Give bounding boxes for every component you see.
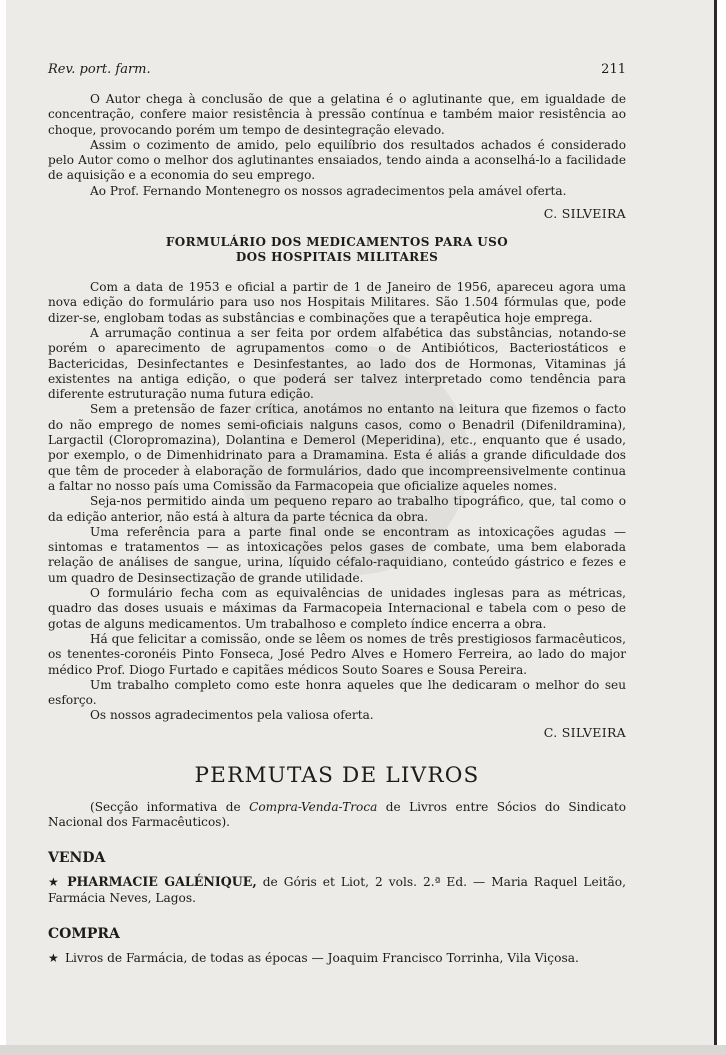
page-edge [0,1045,726,1055]
compra-heading: COMPRA [48,926,120,943]
section-title-line: DOS HOSPITAIS MILITARES [235,250,439,265]
signature: C. SILVEIRA [543,206,626,222]
page-number: 211 [601,62,626,77]
section-title-line: FORMULÁRIO DOS MEDICAMENTOS PARA USO [165,235,509,250]
item-text: de Góris et Liot, 2 vols. 2.ª Ed. — Maria Raquel Leitão, Farmácia Neves, Lagos. [48,875,626,906]
page-content [48,56,626,966]
paragraph: Seja-nos permitido ainda um pequeno reparo ao trabalho tipográfico, que, tal como o da edição anterior, não está à altura da parte técnica da obra. [48,494,626,524]
paragraph: Um trabalho completo como este honra aqueles que lhe dedicaram o melhor do seu esforço. [48,677,626,708]
item-title: PHARMACIE GALÉNIQUE, [67,874,257,890]
intro-text: (Secção informativa de [90,799,250,814]
paragraph: O formulário fecha com as equivalências de unidades inglesas para as métricas, quadro das doses usuais e máximas da Farmacopeia Internacional e tabela com o peso de gotas de alguns medicamentos. Um trabalhoso e completo índice encerra a obra. [48,586,626,631]
paragraph: A arrumação continua a ser feita por ordem alfabética das substâncias, notando-se porém o aparecimento de agrupamentos como o de Antibióticos, Bacteriostáticos e Bactericidas, Desinfectantes e Desinfestantes, ao lado dos de Hormonas, Vitaminas já existentes na antiga edição, o que poderá ser talvez interpretado como tendência para diferente estruturação numa futura edição. [48,325,626,402]
venda-heading: VENDA [48,850,106,867]
paragraph: Uma referência para a parte final onde se encontram as intoxicações agudas — sintomas e tratamentos — as intoxicações pelos gases de combate, uma bem elaborada relação de análises de sangue, urina, líquido céfalo-raquidiano, conteúdo gástrico e fezes e um quadro de Desinsectização de grande utilidade. [48,524,626,585]
item-text: Livros de Farmácia, de todas as épocas — Joaquim Francisco Torrinha, Vila Viçosa. [64,951,579,966]
running-head [48,62,626,92]
article-formulario [48,280,626,740]
star-icon: ★ [48,875,62,890]
article-gelatina [48,92,626,221]
paragraph: Há que felicitar a comissão, onde se lêem os nomes de três prestigiosos farmacêuticos, os tenentes-coronéis Pinto Fonseca, José Pedro Alves e Homero Ferreira, ao lado do major médico Prof. Diogo Furtado e capitães médicos Souto Soares e Sousa Pereira. [48,631,626,677]
intro-text: de Livros entre Sócios do Sindicato Nacional dos Farmacêuticos). [48,799,626,829]
signature: C. SILVEIRA [543,724,626,740]
paragraph: Sem a pretensão de fazer crítica, anotámos no entanto na leitura que fizemos o facto do não emprego de nomes semi-oficiais nalguns casos, como o Benadril (Difenildramina), Largactil (Cloropromazina), Dolantina e Demerol (Meperidina), etc., enquanto que é usado, por exemplo, o de Dimenhidrinato para a Dramamina. Esta é aliás a grande dificuldade dos que têm de proceder à elaboração de formulários, dado que incompreensivelmente continua a faltar no nosso país uma Comissão da Farmacopeia que oficialize aqueles nomes. [48,402,626,493]
venda-item [48,874,626,906]
permutas-title: PERMUTAS DE LIVROS [194,762,480,788]
star-icon: ★ [48,951,59,966]
journal-title: Rev. port. farm. [48,62,151,77]
permutas-intro [48,800,626,831]
intro-emphasis: Compra-Venda-Troca [249,799,378,814]
paragraph: O Autor chega à conclusão de que a gelatina é o aglutinante que, em igualdade de concentração, confere maior resistência à pressão contínua e também maior resistência ao choque, provocando porém um tempo de desintegração elevado. [48,92,626,137]
section-title [48,235,626,265]
paragraph: Ao Prof. Fernando Montenegro os nossos agradecimentos pela amável oferta. [90,183,567,198]
paragraph: Com a data de 1953 e oficial a partir de 1 de Janeiro de 1956, apareceu agora uma nova edição do formulário para uso nos Hospitais Militares. São 1.504 fórmulas que, pode dizer-se, englobam todas as substâncias e combinações que a terapêutica hoje emprega. [48,280,626,325]
paragraph: Os nossos agradecimentos pela valiosa oferta. [90,708,374,723]
compra-item [48,950,626,966]
paragraph: Assim o cozimento de amido, pelo equilíbrio dos resultados achados é considerado pelo Autor como o melhor dos aglutinantes ensaiados, tendo ainda a aconselhá-lo a facilidade de aquisição e a economia do seu emprego. [48,137,626,183]
